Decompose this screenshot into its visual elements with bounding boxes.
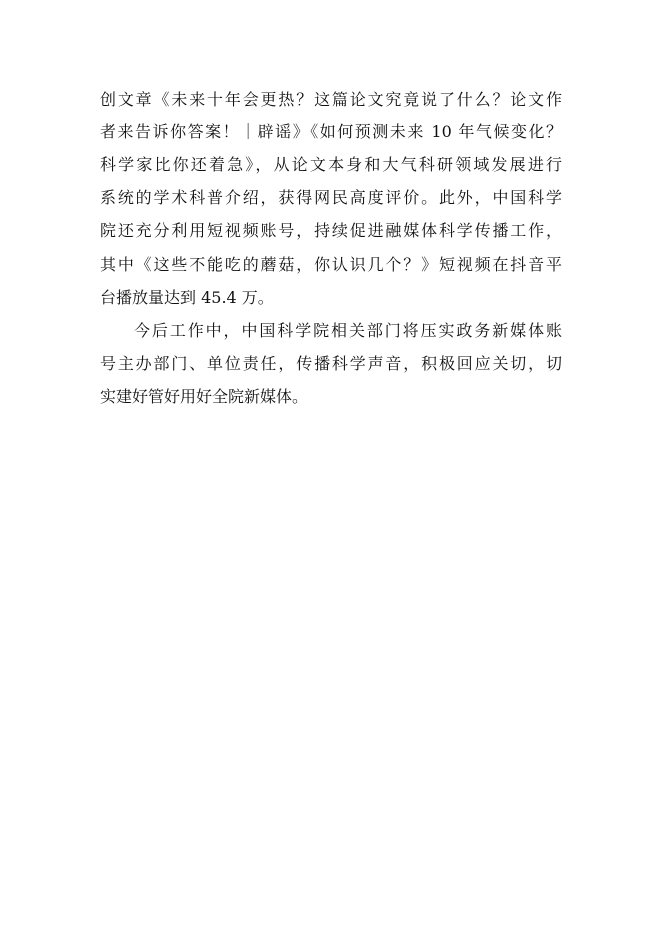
- text-line: 创文章《未来十年会更热？这篇论文究竟说了什么？论文作: [100, 90, 562, 109]
- text-line: 其中《这些不能吃的蘑菇，你认识几个？》短视频在抖音平: [100, 255, 562, 274]
- text-line: 号主办部门、单位责任，传播科学声音，积极回应关切，切: [100, 354, 562, 373]
- text-line: 者来告诉你答案！｜辟谣》《如何预测未来 10 年气候变化？: [100, 122, 562, 141]
- text-line: 系统的学术科普介绍，获得网民高度评价。此外，中国科学: [100, 188, 562, 207]
- text-line: 实建好管好用好全院新媒体。: [100, 387, 309, 406]
- text-line: 科学家比你还着急》，从论文本身和大气科研领域发展进行: [100, 155, 562, 174]
- text-line: 院还充分利用短视频账号，持续促进融媒体科学传播工作，: [100, 221, 562, 240]
- text-line: 今后工作中，中国科学院相关部门将压实政务新媒体账: [134, 321, 562, 340]
- text-line: 台播放量达到 45.4 万。: [100, 288, 274, 307]
